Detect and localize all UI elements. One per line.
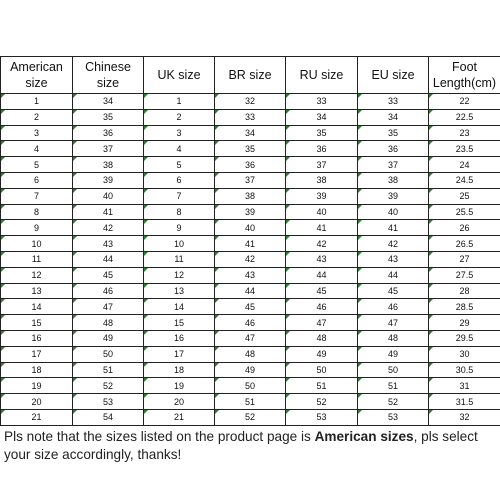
cell-chinese-size: 54	[73, 409, 144, 425]
cell-american-size: 11	[1, 251, 73, 267]
cell-american-size: 6	[1, 172, 73, 188]
cell-eu-size: 41	[358, 220, 429, 236]
cell-uk-size: 3	[144, 125, 215, 141]
cell-american-size: 16	[1, 330, 73, 346]
cell-foot-length: 28	[429, 283, 500, 299]
header-row	[1, 57, 500, 94]
cell-uk-size: 21	[144, 409, 215, 425]
cell-eu-size: 35	[358, 125, 429, 141]
cell-uk-size: 14	[144, 299, 215, 315]
size-note	[4, 428, 496, 464]
header-foot-length: Foot Length(cm)	[429, 57, 500, 94]
cell-foot-length: 23	[429, 125, 500, 141]
cell-br-size: 42	[215, 251, 286, 267]
table-row	[1, 188, 500, 204]
cell-ru-size: 37	[286, 157, 358, 173]
cell-chinese-size: 44	[73, 251, 144, 267]
table-row	[1, 409, 500, 425]
cell-chinese-size: 36	[73, 125, 144, 141]
cell-br-size: 34	[215, 125, 286, 141]
cell-br-size: 33	[215, 109, 286, 125]
cell-eu-size: 52	[358, 394, 429, 410]
cell-ru-size: 51	[286, 378, 358, 394]
cell-br-size: 46	[215, 315, 286, 331]
cell-ru-size: 53	[286, 409, 358, 425]
cell-foot-length: 23.5	[429, 141, 500, 157]
cell-chinese-size: 37	[73, 141, 144, 157]
cell-chinese-size: 49	[73, 330, 144, 346]
cell-foot-length: 28.5	[429, 299, 500, 315]
cell-foot-length: 22.5	[429, 109, 500, 125]
cell-chinese-size: 43	[73, 236, 144, 252]
header-uk-size: UK size	[144, 57, 215, 94]
cell-br-size: 44	[215, 283, 286, 299]
cell-eu-size: 44	[358, 267, 429, 283]
table-row	[1, 157, 500, 173]
cell-chinese-size: 41	[73, 204, 144, 220]
cell-ru-size: 47	[286, 315, 358, 331]
cell-uk-size: 20	[144, 394, 215, 410]
table-row	[1, 346, 500, 362]
cell-uk-size: 13	[144, 283, 215, 299]
cell-br-size: 39	[215, 204, 286, 220]
cell-uk-size: 19	[144, 378, 215, 394]
note-emphasis: American sizes	[314, 429, 414, 444]
cell-foot-length: 26.5	[429, 236, 500, 252]
cell-chinese-size: 42	[73, 220, 144, 236]
cell-foot-length: 32	[429, 409, 500, 425]
cell-uk-size: 15	[144, 315, 215, 331]
header-eu-size: EU size	[358, 57, 429, 94]
cell-chinese-size: 46	[73, 283, 144, 299]
cell-american-size: 3	[1, 125, 73, 141]
note-text-before: Pls note that the sizes listed on the product page is	[4, 429, 315, 444]
cell-br-size: 50	[215, 378, 286, 394]
cell-ru-size: 34	[286, 109, 358, 125]
table-row	[1, 220, 500, 236]
cell-foot-length: 27	[429, 251, 500, 267]
cell-uk-size: 1	[144, 94, 215, 110]
cell-br-size: 36	[215, 157, 286, 173]
table-row	[1, 378, 500, 394]
table-row	[1, 125, 500, 141]
cell-american-size: 12	[1, 267, 73, 283]
cell-eu-size: 38	[358, 172, 429, 188]
cell-american-size: 7	[1, 188, 73, 204]
cell-ru-size: 33	[286, 94, 358, 110]
cell-uk-size: 10	[144, 236, 215, 252]
cell-uk-size: 11	[144, 251, 215, 267]
table-row	[1, 251, 500, 267]
cell-foot-length: 29.5	[429, 330, 500, 346]
size-table-body	[1, 94, 500, 426]
cell-uk-size: 6	[144, 172, 215, 188]
cell-american-size: 8	[1, 204, 73, 220]
cell-uk-size: 18	[144, 362, 215, 378]
table-row	[1, 141, 500, 157]
header-ru-size: RU size	[286, 57, 358, 94]
cell-uk-size: 12	[144, 267, 215, 283]
cell-chinese-size: 38	[73, 157, 144, 173]
cell-eu-size: 47	[358, 315, 429, 331]
cell-uk-size: 8	[144, 204, 215, 220]
table-row	[1, 299, 500, 315]
cell-eu-size: 40	[358, 204, 429, 220]
size-table	[0, 56, 500, 426]
table-row	[1, 267, 500, 283]
cell-ru-size: 52	[286, 394, 358, 410]
cell-uk-size: 2	[144, 109, 215, 125]
table-row	[1, 362, 500, 378]
cell-american-size: 14	[1, 299, 73, 315]
cell-ru-size: 40	[286, 204, 358, 220]
cell-eu-size: 37	[358, 157, 429, 173]
header-chinese-size: Chinese size	[73, 57, 144, 94]
cell-foot-length: 26	[429, 220, 500, 236]
cell-ru-size: 45	[286, 283, 358, 299]
cell-eu-size: 45	[358, 283, 429, 299]
cell-eu-size: 36	[358, 141, 429, 157]
cell-chinese-size: 45	[73, 267, 144, 283]
cell-chinese-size: 53	[73, 394, 144, 410]
cell-eu-size: 34	[358, 109, 429, 125]
cell-ru-size: 36	[286, 141, 358, 157]
cell-eu-size: 50	[358, 362, 429, 378]
cell-br-size: 37	[215, 172, 286, 188]
cell-br-size: 41	[215, 236, 286, 252]
cell-foot-length: 24	[429, 157, 500, 173]
cell-ru-size: 48	[286, 330, 358, 346]
cell-american-size: 9	[1, 220, 73, 236]
cell-ru-size: 46	[286, 299, 358, 315]
cell-ru-size: 49	[286, 346, 358, 362]
cell-foot-length: 31.5	[429, 394, 500, 410]
cell-american-size: 1	[1, 94, 73, 110]
cell-eu-size: 46	[358, 299, 429, 315]
cell-eu-size: 42	[358, 236, 429, 252]
cell-eu-size: 49	[358, 346, 429, 362]
cell-ru-size: 41	[286, 220, 358, 236]
cell-foot-length: 25	[429, 188, 500, 204]
cell-american-size: 18	[1, 362, 73, 378]
cell-br-size: 40	[215, 220, 286, 236]
header-br-size: BR size	[215, 57, 286, 94]
cell-eu-size: 39	[358, 188, 429, 204]
cell-br-size: 48	[215, 346, 286, 362]
cell-foot-length: 24.5	[429, 172, 500, 188]
cell-american-size: 2	[1, 109, 73, 125]
cell-foot-length: 31	[429, 378, 500, 394]
cell-american-size: 10	[1, 236, 73, 252]
table-row	[1, 315, 500, 331]
cell-br-size: 38	[215, 188, 286, 204]
cell-american-size: 17	[1, 346, 73, 362]
cell-chinese-size: 48	[73, 315, 144, 331]
cell-eu-size: 48	[358, 330, 429, 346]
cell-ru-size: 44	[286, 267, 358, 283]
cell-eu-size: 43	[358, 251, 429, 267]
cell-eu-size: 33	[358, 94, 429, 110]
table-row	[1, 109, 500, 125]
cell-uk-size: 5	[144, 157, 215, 173]
cell-br-size: 49	[215, 362, 286, 378]
table-row	[1, 172, 500, 188]
cell-american-size: 13	[1, 283, 73, 299]
cell-american-size: 15	[1, 315, 73, 331]
cell-uk-size: 9	[144, 220, 215, 236]
cell-foot-length: 30	[429, 346, 500, 362]
size-chart	[0, 56, 500, 426]
cell-american-size: 21	[1, 409, 73, 425]
cell-br-size: 32	[215, 94, 286, 110]
cell-chinese-size: 50	[73, 346, 144, 362]
cell-american-size: 5	[1, 157, 73, 173]
cell-br-size: 51	[215, 394, 286, 410]
table-row	[1, 204, 500, 220]
cell-chinese-size: 47	[73, 299, 144, 315]
cell-br-size: 52	[215, 409, 286, 425]
cell-chinese-size: 52	[73, 378, 144, 394]
table-row	[1, 394, 500, 410]
cell-uk-size: 16	[144, 330, 215, 346]
cell-chinese-size: 34	[73, 94, 144, 110]
cell-br-size: 43	[215, 267, 286, 283]
cell-american-size: 19	[1, 378, 73, 394]
cell-foot-length: 29	[429, 315, 500, 331]
cell-uk-size: 4	[144, 141, 215, 157]
cell-br-size: 45	[215, 299, 286, 315]
cell-chinese-size: 39	[73, 172, 144, 188]
table-row	[1, 330, 500, 346]
note-text-after: , pls select your size accordingly, thanks!	[4, 429, 478, 462]
table-row	[1, 94, 500, 110]
cell-chinese-size: 40	[73, 188, 144, 204]
cell-ru-size: 35	[286, 125, 358, 141]
cell-chinese-size: 51	[73, 362, 144, 378]
table-row	[1, 236, 500, 252]
cell-ru-size: 42	[286, 236, 358, 252]
cell-foot-length: 27.5	[429, 267, 500, 283]
cell-chinese-size: 35	[73, 109, 144, 125]
header-american-size: American size	[1, 57, 73, 94]
cell-ru-size: 50	[286, 362, 358, 378]
cell-br-size: 35	[215, 141, 286, 157]
cell-american-size: 20	[1, 394, 73, 410]
cell-foot-length: 30.5	[429, 362, 500, 378]
cell-foot-length: 22	[429, 94, 500, 110]
cell-foot-length: 25.5	[429, 204, 500, 220]
cell-uk-size: 7	[144, 188, 215, 204]
cell-ru-size: 43	[286, 251, 358, 267]
cell-ru-size: 38	[286, 172, 358, 188]
cell-eu-size: 53	[358, 409, 429, 425]
cell-eu-size: 51	[358, 378, 429, 394]
table-row	[1, 283, 500, 299]
cell-ru-size: 39	[286, 188, 358, 204]
cell-uk-size: 17	[144, 346, 215, 362]
cell-american-size: 4	[1, 141, 73, 157]
cell-br-size: 47	[215, 330, 286, 346]
